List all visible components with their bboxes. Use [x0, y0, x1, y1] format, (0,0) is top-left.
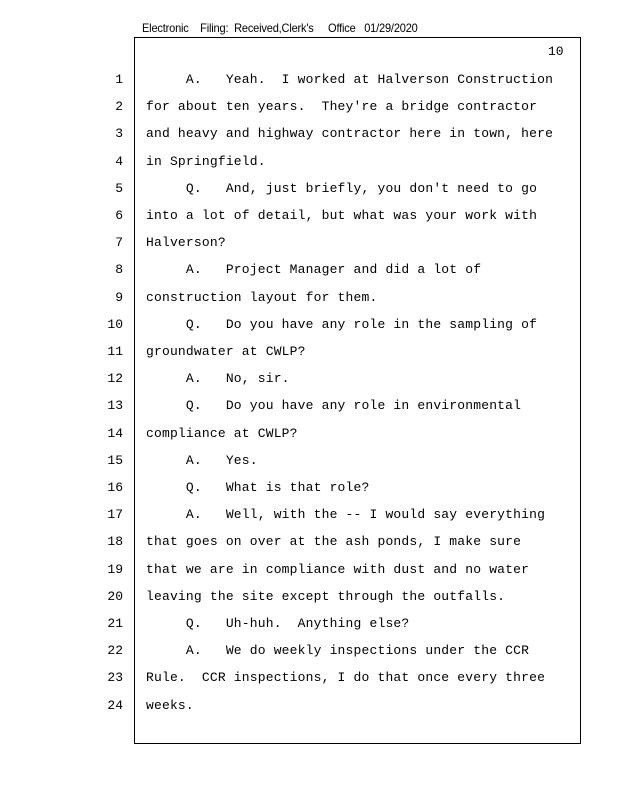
line-number: 8 [115, 262, 123, 277]
transcript-line: A. Yes. [146, 453, 258, 468]
transcript-line: that goes on over at the ash ponds, I make sure [146, 534, 522, 549]
line-number: 11 [107, 344, 123, 359]
transcript-line: that we are in compliance with dust and no water [146, 562, 530, 577]
transcript-line: Q. Uh-huh. Anything else? [146, 616, 410, 631]
transcript-line: groundwater at CWLP? [146, 344, 306, 359]
transcript-line: compliance at CWLP? [146, 426, 298, 441]
line-number: 13 [107, 398, 123, 413]
line-number: 20 [107, 589, 123, 604]
line-number: 24 [107, 698, 123, 713]
transcript-line: A. No, sir. [146, 371, 290, 386]
transcript-line: in Springfield. [146, 154, 266, 169]
transcript-line: Halverson? [146, 235, 226, 250]
transcript-line: A. Project Manager and did a lot of [146, 262, 482, 277]
transcript-line: and heavy and highway contractor here in town, here [146, 126, 554, 141]
line-number: 22 [107, 643, 123, 658]
line-number: 15 [107, 453, 123, 468]
line-number: 1 [115, 72, 123, 87]
transcript-line: leaving the site except through the outfalls. [146, 589, 506, 604]
transcript-line: Rule. CCR inspections, I do that once every three [146, 670, 546, 685]
transcript-line: Q. What is that role? [146, 480, 370, 495]
page-number: 10 [548, 44, 564, 59]
transcript-line: A. Well, with the -- I would say everything [146, 507, 546, 522]
line-number: 19 [107, 562, 123, 577]
filing-stamp: Electronic Filing: Received,Clerk's Office 01/29/2020 [142, 21, 418, 35]
transcript-line: Q. And, just briefly, you don't need to go [146, 181, 538, 196]
line-number: 23 [107, 670, 123, 685]
line-number: 3 [115, 126, 123, 141]
transcript-line: into a lot of detail, but what was your work with [146, 208, 538, 223]
transcript-line: A. Yeah. I worked at Halverson Construction [146, 72, 554, 87]
line-number: 9 [115, 290, 123, 305]
transcript-line: Q. Do you have any role in the sampling of [146, 317, 538, 332]
line-number: 4 [115, 154, 123, 169]
transcript-line: weeks. [146, 698, 194, 713]
transcript-line: construction layout for them. [146, 290, 378, 305]
transcript-line: Q. Do you have any role in environmental [146, 398, 522, 413]
line-number: 2 [115, 99, 123, 114]
line-number: 14 [107, 426, 123, 441]
transcript-page-border [134, 37, 581, 744]
line-number: 7 [115, 235, 123, 250]
line-number: 10 [107, 317, 123, 332]
line-number: 21 [107, 616, 123, 631]
line-number: 18 [107, 534, 123, 549]
line-number: 5 [115, 181, 123, 196]
line-number: 17 [107, 507, 123, 522]
transcript-line: for about ten years. They're a bridge contractor [146, 99, 538, 114]
transcript-line: A. We do weekly inspections under the CCR [146, 643, 530, 658]
line-number: 6 [115, 208, 123, 223]
line-number: 12 [107, 371, 123, 386]
line-number: 16 [107, 480, 123, 495]
